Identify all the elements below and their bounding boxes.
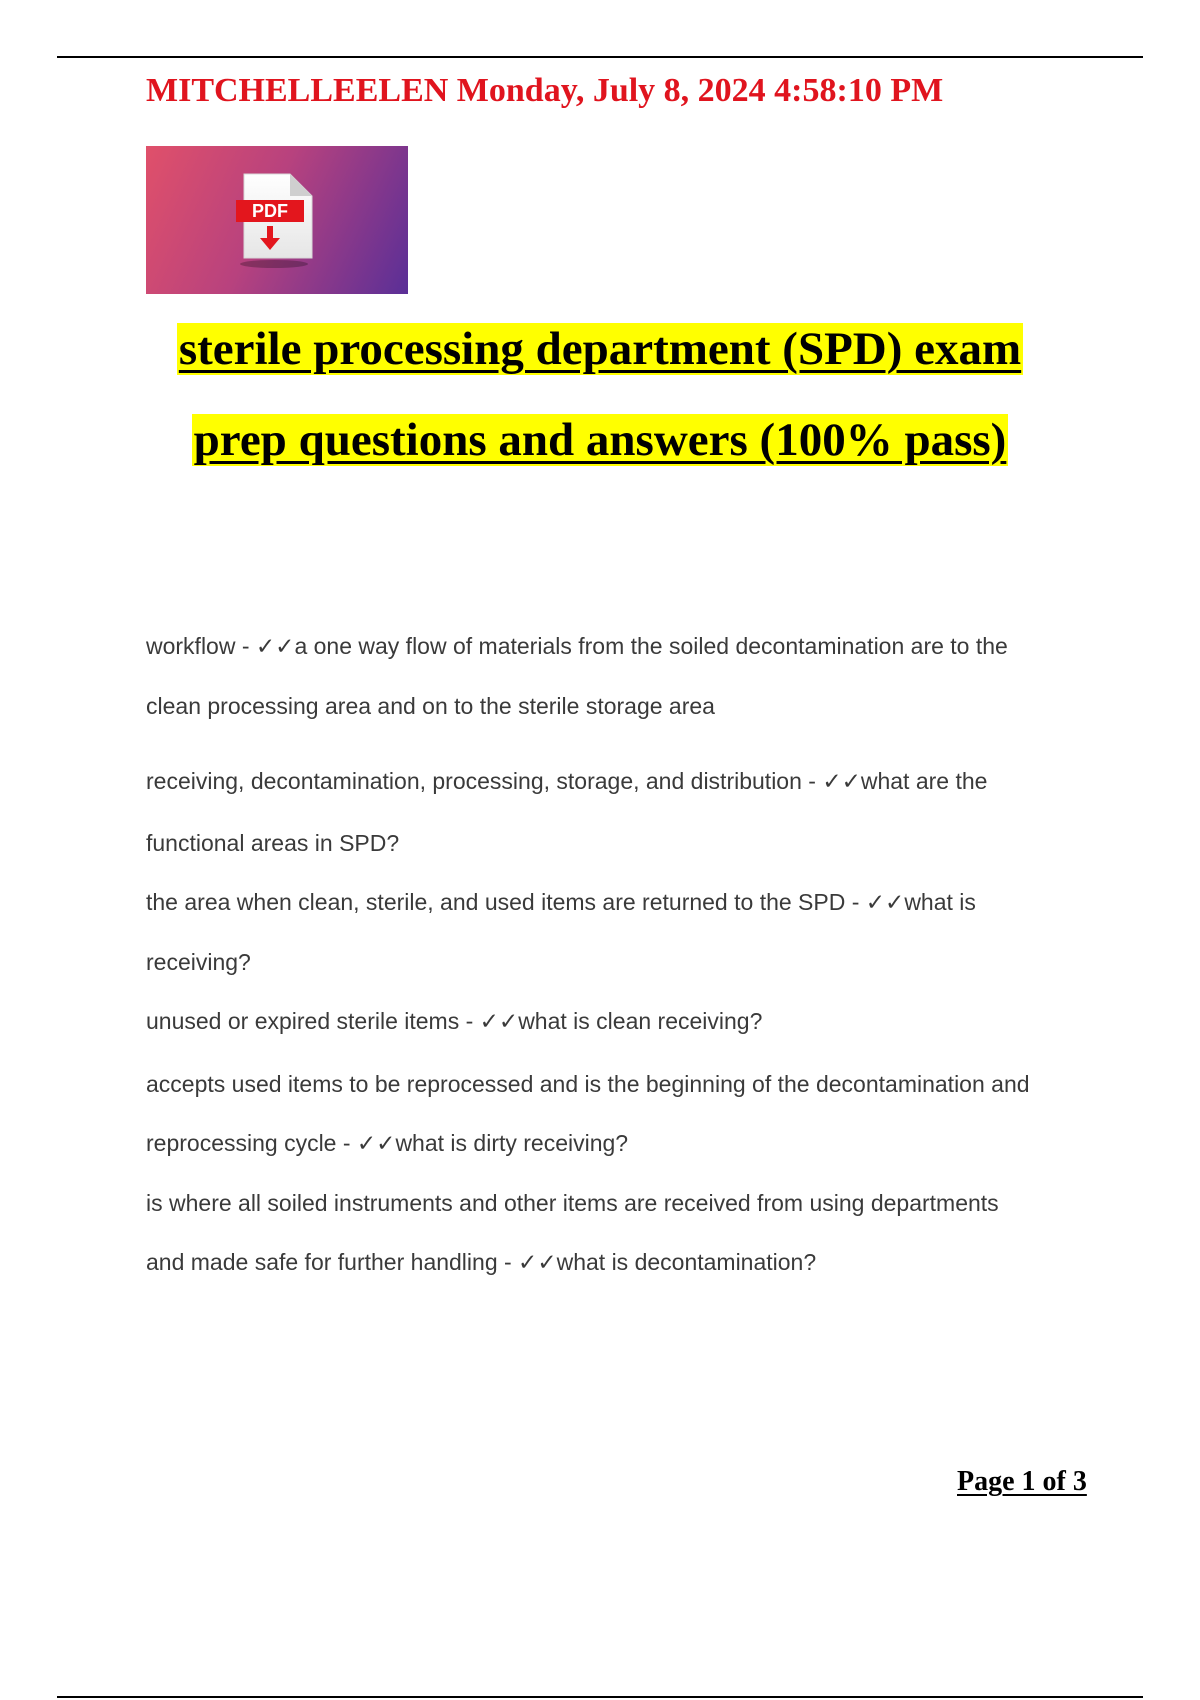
document-title-line-2 [0, 413, 1200, 467]
title-line-1-text: sterile processing department (SPD) exam [178, 323, 1022, 375]
page-number: Page 1 of 3 [957, 1466, 1087, 1497]
title-line-2-text: prep questions and answers (100% pass) [193, 414, 1007, 466]
qa-line: reprocessing cycle - ✓✓what is dirty receiving? [146, 1130, 629, 1156]
qa-line: and made safe for further handling - ✓✓what is decontamination? [146, 1249, 817, 1275]
document-title-line-1 [0, 322, 1200, 376]
pdf-badge-text: PDF [252, 201, 288, 221]
qa-line: workflow - ✓✓a one way flow of materials from the soiled decontamination are to the [146, 633, 1008, 659]
qa-line: unused or expired sterile items - ✓✓what is clean receiving? [146, 1008, 763, 1034]
header-author-datetime: MITCHELLEELEN Monday, July 8, 2024 4:58:10 PM [146, 72, 944, 109]
top-rule [57, 56, 1143, 58]
qa-line: the area when clean, sterile, and used items are returned to the SPD - ✓✓what is [146, 889, 976, 915]
qa-line: accepts used items to be reprocessed and is the beginning of the decontamination and [146, 1071, 1030, 1097]
qa-line: clean processing area and on to the sterile storage area [146, 693, 715, 719]
qa-line: is where all soiled instruments and other items are received from using departments [146, 1190, 999, 1216]
bottom-rule [57, 1696, 1143, 1698]
qa-line: receiving, decontamination, processing, storage, and distribution - ✓✓what are the [146, 768, 988, 794]
pdf-download-icon [234, 172, 318, 268]
qa-line: functional areas in SPD? [146, 830, 400, 856]
pdf-banner-image [146, 146, 408, 294]
qa-line: receiving? [146, 949, 251, 975]
